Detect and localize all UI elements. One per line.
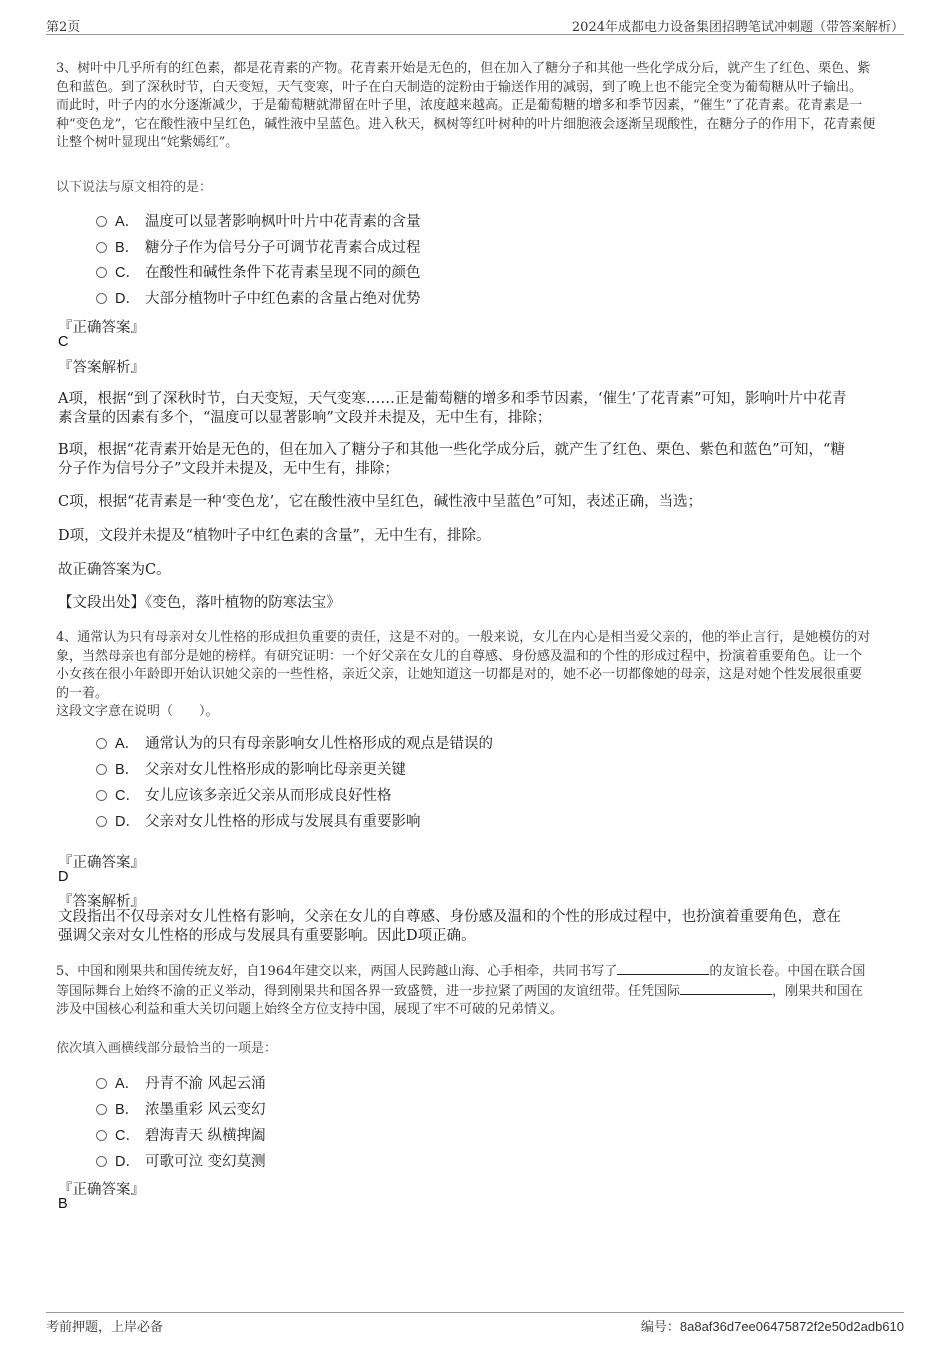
q4-answer-label: 『正确答案』: [58, 855, 145, 871]
radio-button[interactable]: [96, 293, 107, 304]
q5-passage-line: 涉及中国核心利益和重大关切问题上始终全方位支持中国，展现了牢不可破的兄弟情义。: [56, 1002, 564, 1017]
option-text: 温度可以显著影响枫叶叶片中花青素的含量: [145, 214, 421, 230]
fill-blank-2: [680, 982, 772, 995]
analysis-line: 素含量的因素有多个，“温度可以显著影响”文段并未提及，无中生有，排除；: [58, 410, 552, 426]
document-title: 2024年成都电力设备集团招聘笔试冲刺题（带答案解析）: [571, 20, 904, 35]
q3-analysis-c: C项，根据“花青素是一种‘变色龙’，它在酸性液中呈红色，碱性液中呈蓝色”可知，表述正确，当选；: [58, 494, 703, 510]
fill-blank-1: [617, 962, 709, 975]
option-text: 可歌可泣 变幻莫测: [145, 1154, 266, 1170]
radio-button[interactable]: [96, 1130, 107, 1141]
page-footer: [46, 1312, 904, 1335]
option-text: 在酸性和碱性条件下花青素呈现不同的颜色: [145, 265, 421, 281]
q4-passage-line: 4、通常认为只有母亲对女儿性格的形成担负重要的责任，这是不对的。一般来说，女儿在内心是相当爱父亲的，他的举止言行，是她模仿的对: [56, 630, 871, 645]
analysis-line: 分子作为信号分子”文段并未提及，无中生有，排除；: [58, 461, 399, 477]
radio-button[interactable]: [96, 738, 107, 749]
radio-button[interactable]: [96, 267, 107, 278]
q4-option-c[interactable]: C． 女儿应该多亲近父亲从而形成良好性格: [96, 784, 392, 804]
option-text: 父亲对女儿性格的形成与发展具有重要影响: [145, 814, 421, 830]
q5-passage-line: 5、中国和刚果共和国传统友好，自1964年建交以来，两国人民跨越山海、心手相牵，共同书写了 的友谊长卷。中国在联合国: [56, 964, 866, 979]
q3-passage-line: 色和蓝色。到了深秋时节，白天变短，天气变寒，叶子在白天制造的淀粉由于输送作用的减弱，到了晚上也不能完全变为葡萄糖从叶子输出。: [56, 79, 863, 95]
radio-button[interactable]: [96, 216, 107, 227]
document-code: 编号：8a8af36d7ee06475872f2e50d2adb610: [640, 1319, 904, 1335]
q3-analysis-d: D项，文段并未提及“植物叶子中红色素的含量”，无中生有，排除。: [58, 528, 491, 544]
q4-analysis-label: 『答案解析』: [58, 894, 145, 910]
option-text: 浓墨重彩 风云变幻: [145, 1102, 266, 1118]
analysis-line: 强调父亲对女儿性格的形成与发展具有重要影响。因此D项正确。: [58, 928, 476, 944]
q5-option-d[interactable]: D． 可歌可泣 变幻莫测: [96, 1150, 266, 1170]
radio-button[interactable]: [96, 816, 107, 827]
q4-option-b[interactable]: B． 父亲对女儿性格形成的影响比母亲更关键: [96, 758, 406, 778]
q3-passage-line: 3、树叶中几乎所有的红色素，都是花青素的产物。花青素开始是无色的，但在加入了糖分子和其他一些化学成分后，就产生了红色、栗色、紫: [56, 61, 871, 76]
q4-passage: [56, 629, 906, 722]
page-header: [46, 16, 904, 35]
q3-answer-label: 『正确答案』: [58, 320, 145, 336]
analysis-line: 文段指出不仅母亲对女儿性格有影响，父亲在女儿的自尊感、身份感及温和的个性的形成过程中，也扮演着重要角色，意在: [58, 909, 841, 925]
q4-passage-line: 小女孩在很小年龄即开始认识她父亲的一些性格，亲近父亲，让她知道这一切都是对的，她不必一切都像她的母亲，这是对她个性发展很重要: [56, 667, 863, 682]
q3-passage-line: 而此时，叶子内的水分逐渐减少，于是葡萄糖就滞留在叶子里，浓度越来越高。正是葡萄糖的增多和季节因素，“催生”了花青素。花青素是一: [56, 98, 863, 113]
option-text: 丹青不渝 风起云涌: [145, 1076, 266, 1092]
q4-passage-line: 这段文字意在说明（ ）。: [56, 704, 219, 719]
q5-passage: [56, 962, 906, 1020]
footer-slogan: 考前押题，上岸必备: [46, 1320, 164, 1335]
q5-answer: B: [58, 1196, 68, 1212]
option-text: 父亲对女儿性格形成的影响比母亲更关键: [145, 762, 406, 778]
q4-option-d[interactable]: D． 父亲对女儿性格的形成与发展具有重要影响: [96, 810, 421, 830]
q3-passage-line: 让整个树叶显现出“姹紫嫣红”。: [56, 135, 239, 150]
q3-analysis-label: 『答案解析』: [58, 360, 145, 376]
q4-answer: D: [58, 869, 69, 885]
q5-passage-line: 等国际舞台上始终不渝的正义举动，得到刚果共和国各界一致盛赞，进一步拉紧了两国的友谊纽带。任凭国际 ，刚果共和国在: [56, 983, 864, 999]
q3-analysis-b: [58, 441, 898, 479]
option-text: 通常认为的只有母亲影响女儿性格形成的观点是错误的: [145, 736, 493, 752]
q3-passage: [56, 60, 906, 153]
option-text: 大部分植物叶子中红色素的含量占绝对优势: [145, 291, 421, 307]
q3-answer: C: [58, 334, 69, 350]
q3-source: 【文段出处】《变色，落叶植物的防寒法宝》: [58, 595, 341, 611]
radio-button[interactable]: [96, 1156, 107, 1167]
radio-button[interactable]: [96, 1078, 107, 1089]
radio-button[interactable]: [96, 764, 107, 775]
radio-button[interactable]: [96, 790, 107, 801]
q5-option-b[interactable]: B． 浓墨重彩 风云变幻: [96, 1098, 266, 1118]
q3-option-b[interactable]: B． 糖分子作为信号分子可调节花青素合成过程: [96, 236, 421, 256]
q4-passage-line: 象，当然母亲也有部分是她的榜样。有研究证明：一个好父亲在女儿的自尊感、身份感及温和的个性的形成过程中，扮演着重要角色。让一个: [56, 648, 863, 664]
q3-option-d[interactable]: D． 大部分植物叶子中红色素的含量占绝对优势: [96, 287, 421, 307]
q4-analysis: [58, 908, 898, 946]
q4-passage-line: 的一着。: [56, 685, 109, 701]
q5-option-c[interactable]: C． 碧海青天 纵横捭阖: [96, 1124, 266, 1144]
q3-option-a[interactable]: A． 温度可以显著影响枫叶叶片中花青素的含量: [96, 210, 421, 230]
analysis-line: B项，根据“花青素开始是无色的，但在加入了糖分子和其他一些化学成分后，就产生了红色、栗色、紫色和蓝色”可知，“糖: [58, 442, 845, 458]
q4-option-a[interactable]: A． 通常认为的只有母亲影响女儿性格形成的观点是错误的: [96, 732, 493, 752]
radio-button[interactable]: [96, 242, 107, 253]
page-number: 第2页: [46, 20, 81, 35]
q5-answer-label: 『正确答案』: [58, 1182, 145, 1198]
option-text: 女儿应该多亲近父亲从而形成良好性格: [145, 788, 392, 804]
option-text: 糖分子作为信号分子可调节花青素合成过程: [145, 240, 421, 256]
radio-button[interactable]: [96, 1104, 107, 1115]
q3-analysis-a: [58, 390, 898, 428]
q3-option-c[interactable]: C． 在酸性和碱性条件下花青素呈现不同的颜色: [96, 261, 421, 281]
q5-prompt: 依次填入画横线部分最恰当的一项是：: [56, 1041, 278, 1056]
q5-option-a[interactable]: A． 丹青不渝 风起云涌: [96, 1072, 266, 1092]
analysis-line: A项，根据“到了深秋时节，白天变短，天气变寒……正是葡萄糖的增多和季节因素，‘催生’了花青素”可知，影响叶片中花青: [58, 391, 847, 407]
q3-passage-line: 种“变色龙”，它在酸性液中呈红色，碱性液中呈蓝色。进入秋天，枫树等红叶树种的叶片细胞液会逐渐呈现酸性，在糖分子的作用下，花青素便: [56, 116, 876, 132]
q3-conclusion: 故正确答案为C。: [58, 562, 171, 578]
option-text: 碧海青天 纵横捭阖: [145, 1128, 266, 1144]
q3-prompt: 以下说法与原文相符的是：: [56, 180, 213, 195]
